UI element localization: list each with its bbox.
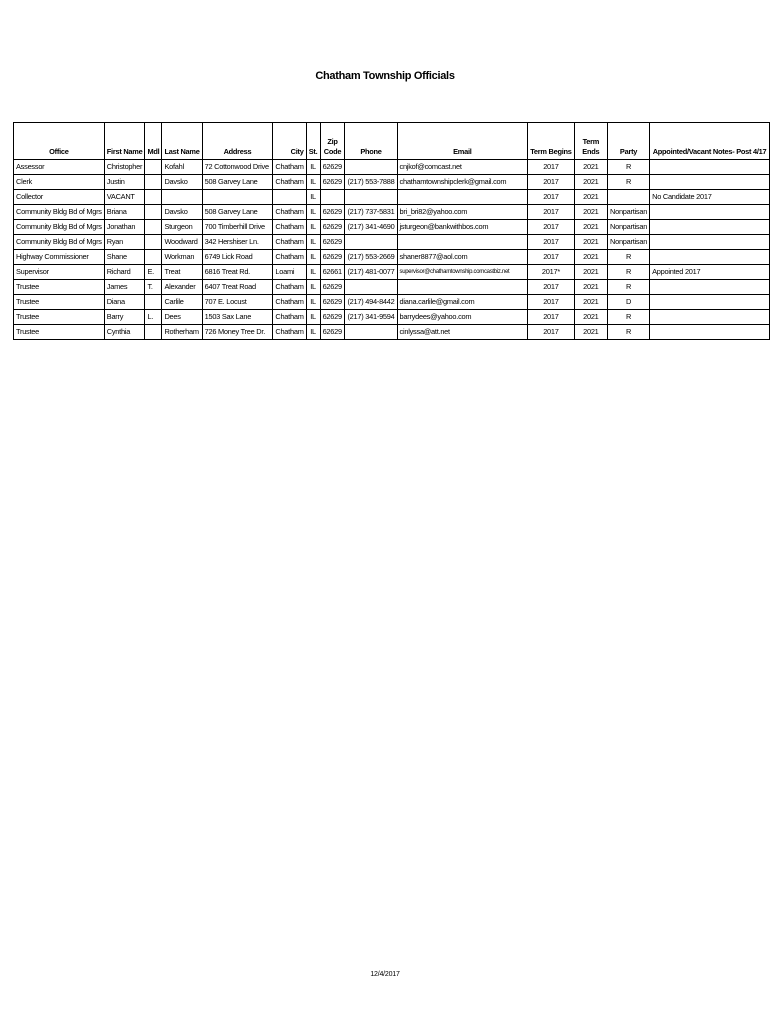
cell-ends: 2021 [574, 325, 607, 340]
cell-zip: 62629 [320, 250, 345, 265]
cell-last: Workman [162, 250, 202, 265]
table-row [14, 280, 770, 295]
cell-last: Woodward [162, 235, 202, 250]
cell-notes [650, 220, 770, 235]
cell-office: Trustee [14, 325, 105, 340]
cell-last: Alexander [162, 280, 202, 295]
page-title: Chatham Township Officials [315, 70, 455, 82]
cell-notes [650, 205, 770, 220]
table-row [14, 205, 770, 220]
header-party: Party [608, 123, 650, 160]
cell-first: Briana [104, 205, 145, 220]
cell-first: VACANT [104, 190, 145, 205]
cell-office: Collector [14, 190, 105, 205]
cell-office: Assessor [14, 160, 105, 175]
table-row [14, 235, 770, 250]
cell-begins: 2017 [528, 310, 574, 325]
cell-office: Supervisor [14, 265, 105, 280]
cell-last [162, 190, 202, 205]
cell-last: Davsko [162, 205, 202, 220]
cell-party: Nonpartisan [608, 205, 650, 220]
cell-party: D [608, 295, 650, 310]
cell-ends: 2021 [574, 310, 607, 325]
cell-zip: 62629 [320, 175, 345, 190]
cell-email: supervisor@chathamtownship.comcastbiz.net [397, 265, 528, 280]
cell-address: 508 Garvey Lane [202, 205, 273, 220]
header-address: Address [202, 123, 273, 160]
header-middle: Mdl [145, 123, 162, 160]
cell-phone: (217) 341-9594 [345, 310, 397, 325]
cell-last: Kofahl [162, 160, 202, 175]
cell-ends: 2021 [574, 205, 607, 220]
header-email: Email [397, 123, 528, 160]
cell-city: Chatham [273, 295, 306, 310]
cell-ends: 2021 [574, 220, 607, 235]
cell-mdl [145, 190, 162, 205]
cell-party: R [608, 280, 650, 295]
cell-st: IL [306, 310, 320, 325]
cell-email [397, 190, 528, 205]
cell-phone: (217) 494-8442 [345, 295, 397, 310]
cell-mdl [145, 235, 162, 250]
cell-first: Barry [104, 310, 145, 325]
cell-phone: (217) 553-2669 [345, 250, 397, 265]
header-state: St. [306, 123, 320, 160]
cell-mdl [145, 325, 162, 340]
cell-city: Chatham [273, 325, 306, 340]
header-first-name: First Name [104, 123, 145, 160]
table-row [14, 190, 770, 205]
cell-zip: 62629 [320, 160, 345, 175]
cell-phone: (217) 481-0077 [345, 265, 397, 280]
cell-email [397, 280, 528, 295]
header-zip [320, 123, 345, 160]
cell-first: Richard [104, 265, 145, 280]
cell-city: Chatham [273, 220, 306, 235]
cell-mdl [145, 160, 162, 175]
cell-notes [650, 235, 770, 250]
cell-notes [650, 175, 770, 190]
cell-st: IL [306, 205, 320, 220]
cell-notes [650, 160, 770, 175]
cell-phone: (217) 341-4690 [345, 220, 397, 235]
cell-email: cnjkof@comcast.net [397, 160, 528, 175]
cell-zip: 62629 [320, 295, 345, 310]
cell-st: IL [306, 250, 320, 265]
cell-address: 700 Timberhill Drive [202, 220, 273, 235]
cell-address: 1503 Sax Lane [202, 310, 273, 325]
cell-office: Community Bldg Bd of Mgrs [14, 235, 105, 250]
cell-last: Dees [162, 310, 202, 325]
table-row [14, 325, 770, 340]
cell-zip: 62629 [320, 205, 345, 220]
cell-email: cinlyssa@att.net [397, 325, 528, 340]
cell-email: bri_bri82@yahoo.com [397, 205, 528, 220]
cell-phone: (217) 553-7888 [345, 175, 397, 190]
cell-city [273, 190, 306, 205]
cell-begins: 2017 [528, 295, 574, 310]
cell-address: 508 Garvey Lane [202, 175, 273, 190]
cell-ends: 2021 [574, 235, 607, 250]
header-row [14, 123, 770, 160]
cell-office: Trustee [14, 280, 105, 295]
table-row [14, 265, 770, 280]
cell-mdl [145, 250, 162, 265]
header-term-ends-line1: Term [582, 137, 600, 146]
cell-begins: 2017 [528, 190, 574, 205]
cell-zip: 62629 [320, 280, 345, 295]
cell-office: Community Bldg Bd of Mgrs [14, 220, 105, 235]
cell-party: R [608, 265, 650, 280]
cell-notes [650, 280, 770, 295]
cell-email: barrydees@yahoo.com [397, 310, 528, 325]
cell-begins: 2017 [528, 250, 574, 265]
cell-email [397, 235, 528, 250]
cell-begins: 2017 [528, 280, 574, 295]
cell-address: 72 Cottonwood Drive [202, 160, 273, 175]
cell-city: Chatham [273, 250, 306, 265]
cell-city: Chatham [273, 205, 306, 220]
cell-last: Treat [162, 265, 202, 280]
cell-address: 342 Hershiser Ln. [202, 235, 273, 250]
cell-st: IL [306, 295, 320, 310]
cell-st: IL [306, 235, 320, 250]
cell-party: Nonpartisan [608, 235, 650, 250]
cell-city: Chatham [273, 175, 306, 190]
cell-party: R [608, 160, 650, 175]
cell-zip [320, 190, 345, 205]
cell-phone [345, 190, 397, 205]
header-office: Office [14, 123, 105, 160]
cell-city: Chatham [273, 310, 306, 325]
cell-st: IL [306, 190, 320, 205]
cell-phone [345, 235, 397, 250]
header-last-name: Last Name [162, 123, 202, 160]
cell-st: IL [306, 325, 320, 340]
cell-party: R [608, 175, 650, 190]
cell-email: shaner8877@aol.com [397, 250, 528, 265]
cell-address: 726 Money Tree Dr. [202, 325, 273, 340]
cell-party: R [608, 310, 650, 325]
cell-address [202, 190, 273, 205]
header-phone: Phone [345, 123, 397, 160]
cell-phone: (217) 737-5831 [345, 205, 397, 220]
cell-first: James [104, 280, 145, 295]
cell-zip: 62629 [320, 235, 345, 250]
cell-last: Sturgeon [162, 220, 202, 235]
cell-begins: 2017 [528, 220, 574, 235]
cell-begins: 2017 [528, 235, 574, 250]
cell-office: Highway Commissioner [14, 250, 105, 265]
cell-st: IL [306, 220, 320, 235]
cell-first: Jonathan [104, 220, 145, 235]
cell-zip: 62629 [320, 220, 345, 235]
cell-first: Cynthia [104, 325, 145, 340]
cell-notes: Appointed 2017 [650, 265, 770, 280]
cell-first: Justin [104, 175, 145, 190]
cell-st: IL [306, 160, 320, 175]
cell-mdl [145, 220, 162, 235]
cell-email: chathamtownshipclerk@gmail.com [397, 175, 528, 190]
cell-st: IL [306, 265, 320, 280]
cell-email: diana.carlile@gmail.com [397, 295, 528, 310]
header-zip-line2: Code [323, 147, 342, 156]
cell-ends: 2021 [574, 265, 607, 280]
cell-ends: 2021 [574, 250, 607, 265]
header-term-ends-line2: Ends [582, 147, 600, 156]
cell-phone [345, 325, 397, 340]
cell-mdl: T. [145, 280, 162, 295]
cell-last: Rotherham [162, 325, 202, 340]
cell-phone [345, 280, 397, 295]
cell-notes [650, 325, 770, 340]
cell-st: IL [306, 280, 320, 295]
table-row [14, 250, 770, 265]
table-row [14, 310, 770, 325]
table-row [14, 220, 770, 235]
cell-ends: 2021 [574, 190, 607, 205]
cell-office: Clerk [14, 175, 105, 190]
cell-office: Trustee [14, 310, 105, 325]
cell-city: Chatham [273, 235, 306, 250]
footer-date: 12/4/2017 [370, 971, 400, 978]
header-city: City [273, 123, 306, 160]
cell-notes [650, 250, 770, 265]
cell-begins: 2017 [528, 325, 574, 340]
cell-last: Davsko [162, 175, 202, 190]
cell-party [608, 190, 650, 205]
table-row [14, 295, 770, 310]
cell-zip: 62629 [320, 325, 345, 340]
cell-office: Community Bldg Bd of Mgrs [14, 205, 105, 220]
cell-office: Trustee [14, 295, 105, 310]
cell-ends: 2021 [574, 160, 607, 175]
cell-email: jsturgeon@bankwithbos.com [397, 220, 528, 235]
officials-table [13, 122, 770, 340]
cell-zip: 62629 [320, 310, 345, 325]
cell-st: IL [306, 175, 320, 190]
cell-notes [650, 310, 770, 325]
cell-begins: 2017 [528, 205, 574, 220]
header-term-ends [574, 123, 607, 160]
table-row [14, 175, 770, 190]
cell-city: Chatham [273, 280, 306, 295]
cell-notes [650, 295, 770, 310]
cell-first: Ryan [104, 235, 145, 250]
cell-zip: 62661 [320, 265, 345, 280]
cell-mdl [145, 175, 162, 190]
cell-city: Chatham [273, 160, 306, 175]
header-zip-line1: Zip [327, 137, 338, 146]
cell-address: 6407 Treat Road [202, 280, 273, 295]
cell-address: 707 E. Locust [202, 295, 273, 310]
cell-ends: 2021 [574, 175, 607, 190]
cell-first: Diana [104, 295, 145, 310]
cell-phone [345, 160, 397, 175]
cell-party: Nonpartisan [608, 220, 650, 235]
header-notes: Appointed/Vacant Notes- Post 4/17 [650, 123, 770, 160]
cell-address: 6816 Treat Rd. [202, 265, 273, 280]
cell-first: Christopher [104, 160, 145, 175]
cell-party: R [608, 250, 650, 265]
cell-mdl: E. [145, 265, 162, 280]
cell-begins: 2017 [528, 175, 574, 190]
cell-mdl [145, 295, 162, 310]
header-term-begins: Term Begins [528, 123, 574, 160]
cell-begins: 2017* [528, 265, 574, 280]
cell-last: Carlile [162, 295, 202, 310]
cell-address: 6749 Lick Road [202, 250, 273, 265]
cell-first: Shane [104, 250, 145, 265]
cell-ends: 2021 [574, 280, 607, 295]
cell-mdl [145, 205, 162, 220]
table-row [14, 160, 770, 175]
cell-mdl: L. [145, 310, 162, 325]
cell-ends: 2021 [574, 295, 607, 310]
cell-begins: 2017 [528, 160, 574, 175]
cell-notes: No Candidate 2017 [650, 190, 770, 205]
cell-party: R [608, 325, 650, 340]
cell-city: Loami [273, 265, 306, 280]
